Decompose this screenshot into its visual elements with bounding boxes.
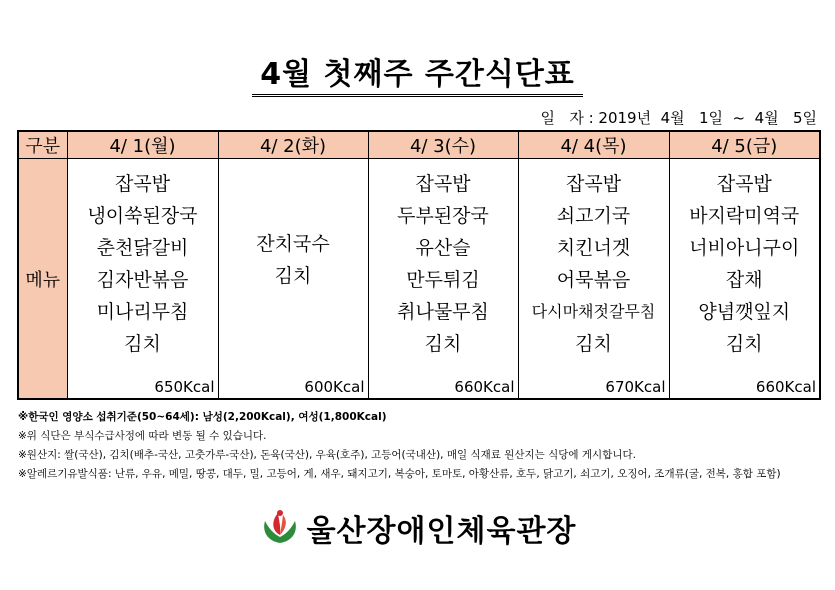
menu-item: 잡곡밥 [716,173,772,195]
menu-item: 양념깻잎지 [698,301,791,323]
menu-item: 김치 [424,333,462,355]
day-cell-wed [368,159,518,400]
menu-item: 쇠고기국 [556,205,631,227]
day-header-mon: 4/ 1(월) [67,131,218,159]
menu-item: 김치 [725,333,763,355]
header-row [18,131,820,159]
menu-item: 바지락미역국 [689,205,800,227]
kcal-value: 670Kcal [605,378,666,396]
day-header-fri: 4/ 5(금) [669,131,820,159]
kcal-value: 660Kcal [454,378,515,396]
menu-list [219,159,368,292]
day-cell-mon [67,159,218,400]
menu-item: 치킨너겟 [556,237,631,259]
leaf-logo-icon [259,507,301,549]
day-header-thu: 4/ 4(목) [518,131,669,159]
menu-item: 김치 [575,333,612,355]
menu-list [670,159,820,360]
menu-row [18,159,820,400]
menu-item: 김치 [124,333,161,355]
day-cell-tue [218,159,368,400]
footer [0,506,835,553]
day-header-tue: 4/ 2(화) [218,131,368,159]
menu-item: 어묵볶음 [556,269,631,291]
note-change: ※위 식단은 부식수급사정에 따라 변동 될 수 있습니다. [18,430,267,442]
menu-item: 김치 [274,265,312,287]
menu-item: 잡곡밥 [415,173,471,195]
menu-item: 너비아니구이 [689,237,800,259]
menu-item: 다시마채젓갈무침 [531,302,656,321]
menu-item: 잡곡밥 [565,173,622,195]
day-cell-thu [518,159,669,400]
menu-item: 두부된장국 [397,205,489,227]
title-wrap [0,56,835,97]
menu-table [17,130,821,400]
corner-label: 구분 [18,131,67,159]
date-range: 일 자 : 2019년 4월 1일 ~ 4월 5일 [540,109,817,127]
menu-list [519,159,669,360]
menu-item: 냉이쑥된장국 [87,205,198,227]
menu-item: 만두튀김 [406,269,480,291]
notes [18,408,823,484]
menu-item: 미나리무침 [96,301,189,323]
org-name: 울산장애인체육관장 [306,514,577,549]
day-header-wed: 4/ 3(수) [368,131,518,159]
kcal-value: 650Kcal [154,378,215,396]
org-logo-lockup [259,506,577,550]
menu-item: 잡채 [725,269,763,291]
note-allergy: ※알레르기유발식품: 난류, 우유, 메밀, 땅콩, 대두, 밀, 고등어, 게, 새우, 돼지고기, 복숭아, 토마토, 아황산류, 호두, 닭고기, 쇠고기, 오징어, 조개류(굴, 전복, 홍합 포함) [18,468,781,480]
kcal-value: 600Kcal [304,378,365,396]
note-nutrition: ※한국인 영양소 섭취기준(50~64세): 남성(2,200Kcal), 여성(1,800Kcal) [18,411,387,423]
menu-item: 취나물무침 [397,301,489,323]
menu-item: 김자반볶음 [96,269,189,291]
menu-item: 춘천닭갈비 [96,237,189,259]
menu-list [68,159,218,360]
kcal-value: 660Kcal [755,378,816,396]
menu-item: 잡곡밥 [114,173,171,195]
day-cell-fri [669,159,820,400]
note-origin: ※원산지: 쌀(국산), 김치(배추-국산, 고춧가루-국산), 돈육(국산), 우육(호주), 고등어(국내산), 매일 식재료 원산지는 식당에 게시합니다. [18,449,636,461]
row-label: 메뉴 [18,159,67,400]
menu-item: 잔치국수 [256,233,330,255]
menu-item: 유산슬 [415,237,471,259]
menu-list [369,159,518,360]
page-title: 4월 첫째주 주간식단표 [252,56,583,97]
